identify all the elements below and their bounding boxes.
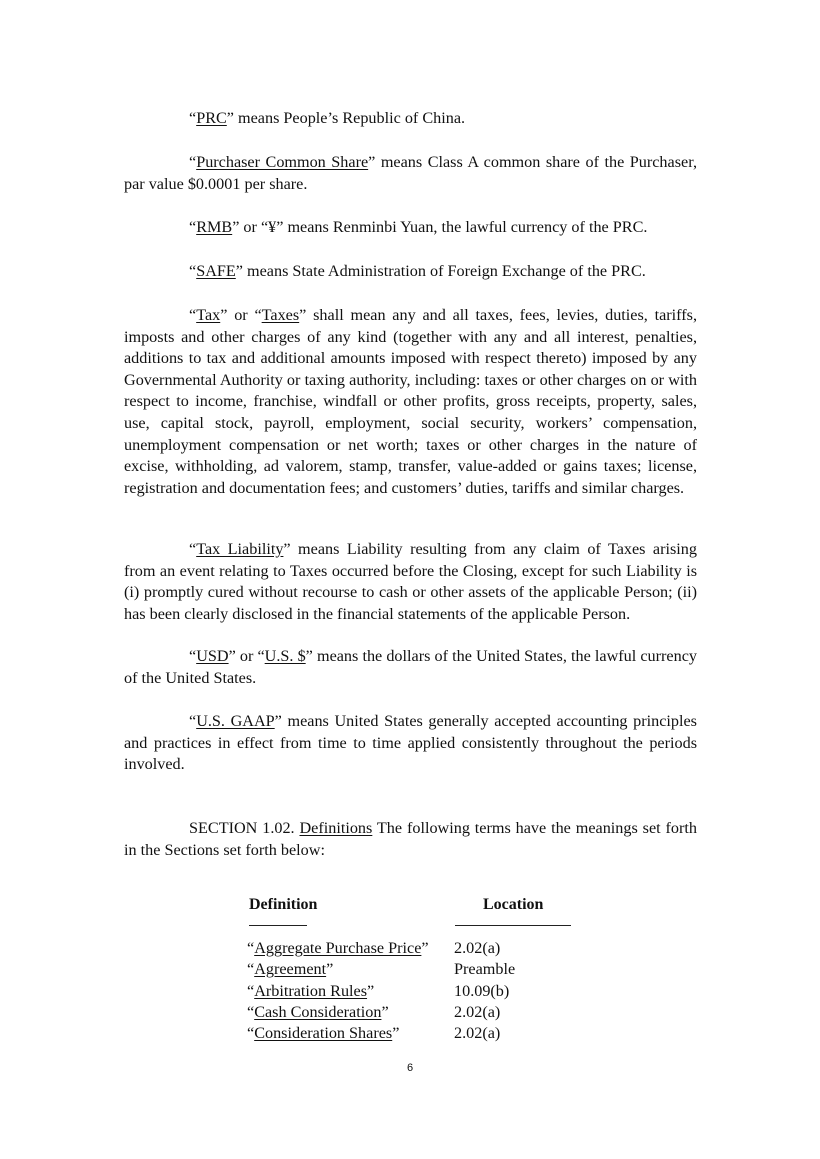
definition-safe: “SAFE” means State Administration of Foreign Exchange of the PRC. [189,262,646,280]
column-header-definition: Definition [249,896,318,913]
section-number: SECTION 1.02. [189,819,300,837]
table-row: “Cash Consideration” 2.02(a) [247,1003,501,1021]
table-location: 2.02(a) [454,1003,501,1021]
table-term: Consideration Shares [254,1024,393,1042]
definition-prc: “PRC” means People’s Republic of China. [189,109,466,127]
section-1-02 [124,818,697,861]
section-text: The following terms have the meanings set forth in the Sections set forth below: [124,819,697,859]
defined-term: SAFE [196,262,236,280]
defined-term: Tax [196,306,221,324]
table-row: “Agreement” Preamble [247,960,516,978]
table-row: “Aggregate Purchase Price” 2.02(a) [247,939,501,957]
table-term: Cash Consideration [254,1003,382,1021]
defined-term: Taxes [261,306,300,324]
header-underline-definition [249,925,307,926]
table-location: 10.09(b) [454,982,510,1000]
section-title: Definitions [299,819,373,837]
table-term: Aggregate Purchase Price [254,939,422,957]
table-location: 2.02(a) [454,1024,501,1042]
table-term: Agreement [254,960,327,978]
defined-term: U.S. GAAP [196,712,275,730]
definition-tax: “Tax” or “Taxes” shall mean any and all taxes, fees, levies, duties, tariffs, imposts and other charges of any kind (together with any and all interest, penalties, additions to tax and additional amounts imposed with respect thereto) imposed by any Governmental Authority or taxing authority, including: taxes or other charges on or with respect to income, franchise, windfall or other profits, gross receipts, property, sales, use, capital stock, payroll, employment, social security, workers’ compensation, unemployment compensation or net worth; taxes or other charges in the nature of excise, withholding, ad valorem, stamp, transfer, value-added or gains taxes; license, registration and documentation fees; and customers’ duties, tariffs and similar charges. [124,306,697,497]
table-term: Arbitration Rules [254,982,368,1000]
defined-term: USD [196,647,229,665]
defined-term: Tax Liability [196,540,284,558]
column-header-location: Location [483,896,544,913]
defined-term: PRC [196,109,227,127]
definition-rmb: “RMB” or “¥” means Renminbi Yuan, the lawful currency of the PRC. [189,218,648,236]
defined-term: RMB [196,218,233,236]
table-row: “Arbitration Rules” 10.09(b) [247,982,510,1000]
definition-us-gaap: “U.S. GAAP” means United States generally accepted accounting principles and practices in effect from time to time applied consistently throughout the periods involved. [124,712,697,774]
definition-usd: “USD” or “U.S. $” means the dollars of the United States, the lawful currency of the United States. [124,647,697,687]
defined-term: Purchaser Common Share [196,153,369,171]
definition-tax-liability: “Tax Liability” means Liability resulting from any claim of Taxes arising from an event relating to Taxes occurred before the Closing, except for such Liability is (i) promptly cured without recourse to cash or other assets of the applicable Person; (ii) has been clearly disclosed in the financial statements of the applicable Person. [124,540,697,623]
header-underline-location [455,925,571,926]
table-location: 2.02(a) [454,939,501,957]
page-number: 6 [406,1062,414,1074]
defined-term: U.S. $ [264,647,306,665]
table-location: Preamble [454,960,516,978]
table-row: “Consideration Shares” 2.02(a) [247,1024,501,1042]
definition-purchaser-common-share: “Purchaser Common Share” means Class A common share of the Purchaser, par value $0.0001 per share. [124,153,697,193]
